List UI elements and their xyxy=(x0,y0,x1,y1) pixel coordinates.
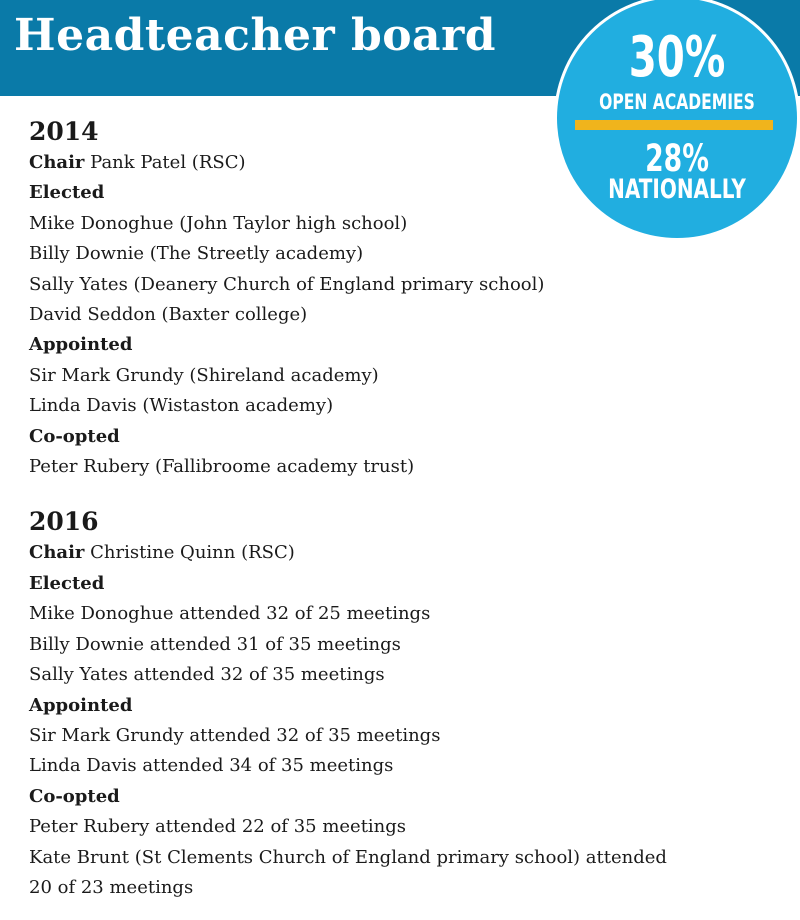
member-line: Peter Rubery attended 22 of 35 meetings xyxy=(29,816,407,838)
member-line: Linda Davis (Wistaston academy) xyxy=(29,395,334,417)
member-line: David Seddon (Baxter college) xyxy=(29,304,308,326)
member-line: Sir Mark Grundy (Shireland academy) xyxy=(29,364,379,386)
member-line: Kate Brunt (St Clements Church of England primary school) attended xyxy=(29,846,667,868)
open-academies-percent: 30% xyxy=(628,25,726,90)
open-academies-label: OPEN ACADEMIES xyxy=(599,90,755,114)
year-heading: 2014 xyxy=(29,117,99,146)
member-line: Billy Downie attended 31 of 35 meetings xyxy=(29,633,401,655)
member-line: Sir Mark Grundy attended 32 of 35 meetings xyxy=(29,724,441,746)
board-content xyxy=(29,116,667,903)
national-percent: 28% xyxy=(645,137,709,180)
section-2014 xyxy=(29,116,667,482)
coopted-heading: Co-opted xyxy=(29,425,120,447)
chair-name: Christine Quinn (RSC) xyxy=(90,542,295,564)
year-heading: 2016 xyxy=(29,507,99,537)
chair-line xyxy=(29,538,667,568)
elected-heading: Elected xyxy=(29,572,105,594)
member-line: 20 of 23 meetings xyxy=(29,876,194,898)
coopted-heading: Co-opted xyxy=(29,785,120,807)
member-line: Sally Yates (Deanery Church of England primary school) xyxy=(29,273,545,295)
chair-label: Chair xyxy=(29,152,85,173)
section-2016 xyxy=(29,506,667,903)
chair-label: Chair xyxy=(29,542,85,564)
member-line: Sally Yates attended 32 of 35 meetings xyxy=(29,664,385,686)
member-line: Linda Davis attended 34 of 35 meetings xyxy=(29,755,394,777)
appointed-heading: Appointed xyxy=(29,334,133,356)
member-line: Peter Rubery (Fallibroome academy trust) xyxy=(29,456,415,478)
page-title: Headteacher board xyxy=(14,10,497,61)
appointed-heading: Appointed xyxy=(29,694,133,716)
chair-line xyxy=(29,148,667,178)
member-line: Billy Downie (The Streetly academy) xyxy=(29,243,364,265)
member-line: Mike Donoghue (John Taylor high school) xyxy=(29,212,408,234)
elected-heading: Elected xyxy=(29,182,105,204)
national-label: NATIONALLY xyxy=(608,174,746,205)
section-spacer xyxy=(29,482,667,506)
member-line: Mike Donoghue attended 32 of 25 meetings xyxy=(29,603,431,625)
chair-name: Pank Patel (RSC) xyxy=(90,152,246,173)
